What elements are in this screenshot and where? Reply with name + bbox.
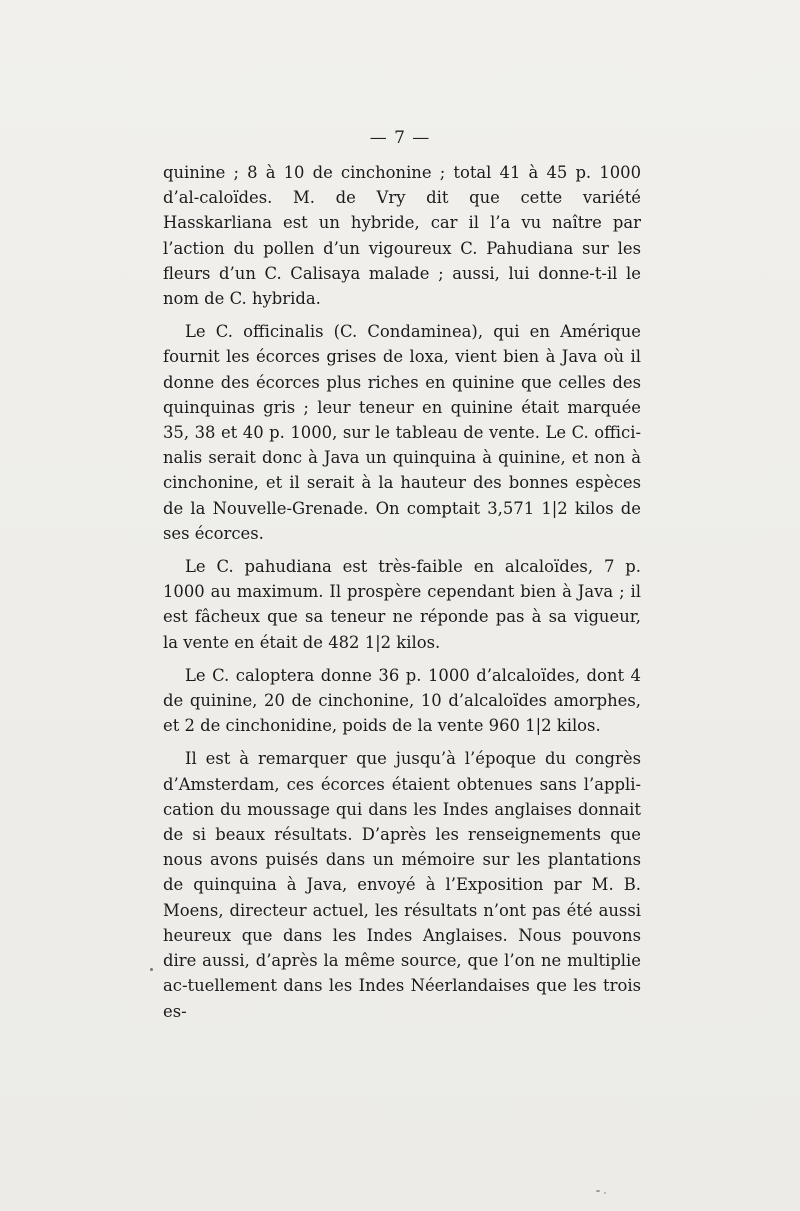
- scan-speck: [150, 968, 153, 971]
- scan-speck: [596, 1190, 600, 1192]
- body-text: [163, 160, 641, 1032]
- scan-speck: [604, 1192, 606, 1194]
- paragraph-moussage: Il est à remarquer que jusqu’à l’époque du congrès d’Amsterdam, ces écorces étaient obtenues sans l’appli-cation du moussage qui dans les Indes anglaises donnait de si beaux résultats. D’après les renseignements que nous avons puisés dans un mémoire sur les plantations de quinquina à Java, envoyé à l’Exposition par M. B. Moens, directeur actuel, les résultats n’ont pas été aussi heureux que dans les Indes Anglaises. Nous pouvons dire aussi, d’après la même source, que l’on ne multiplie ac-tuellement dans les Indes Néerlandaises que les trois es-: [163, 749, 641, 1021]
- page-number: — 7 —: [369, 128, 431, 148]
- paragraph-hasskarliana-continuation: quinine ; 8 à 10 de cinchonine ; total 41 à 45 p. 1000 d’al-caloïdes. M. de Vry dit que cette variété Hasskarliana est un hybride, car il l’a vu naître par l’action du pollen d’un vigoureux C. Pahudiana sur les fleurs d’un C. Calisaya malade ; aussi, lui donne-t-il le nom de C. hybrida.: [163, 163, 641, 309]
- paragraph-pahudiana: Le C. pahudiana est très-faible en alcaloïdes, 7 p. 1000 au maximum. Il prospère cependant bien à Java ; il est fâcheux que sa teneur ne réponde pas à sa vigueur, la vente en était de 482 1|2 kilos.: [163, 557, 641, 652]
- paragraph-caloptera: Le C. caloptera donne 36 p. 1000 d’alcaloïdes, dont 4 de quinine, 20 de cinchonine, 10 d’alcaloïdes amorphes, et 2 de cinchonidine, poids de la vente 960 1|2 kilos.: [163, 665, 641, 736]
- paragraph-officinalis: Le C. officinalis (C. Condaminea), qui en Amérique fournit les écorces grises de loxa, vient bien à Java où il donne des écorces plus riches en quinine que celles des quinquinas gris ; leur teneur en quinine était marquée 35, 38 et 40 p. 1000, sur le tableau de vente. Le C. offici-nalis serait donc à Java un quinquina à quinine, et non à cinchonine, et il serait à la hauteur des bonnes espèces de la Nouvelle-Grenade. On comptait 3,571 1|2 kilos de ses écorces.: [163, 322, 641, 543]
